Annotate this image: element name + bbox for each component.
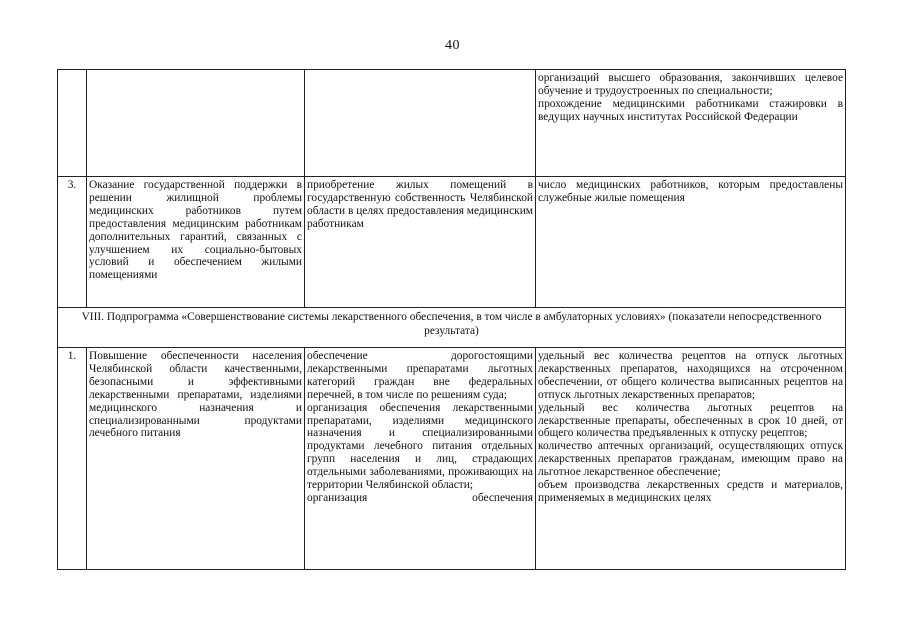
indicators-cell: число медицинских работников, которым предоставлены служебные жилые помещения	[536, 177, 846, 308]
table-row	[58, 348, 846, 570]
indicator-text: организаций высшего образования, закончивших целевое обучение и трудоустроенных по специальности;	[538, 72, 843, 97]
indicator-text: удельный вес количества льготных рецептов на лекарственные препараты, обеспеченных в срок 10 дней, от общего количества предъявленных к отпуску рецептов;	[538, 401, 843, 440]
subprogram-title: VIII. Подпрограмма «Совершенствование системы лекарственного обеспечения, в том числе в амбулаторных условиях» (показатели непосредственного результата)	[58, 308, 846, 348]
indicator-text: удельный вес количества рецептов на отпуск льготных лекарственных препаратов, находящихся на отсроченном обеспечении, от общего количества выписанных рецептов на отпуск льготных лекарственных препаратов;	[538, 350, 843, 401]
row-number: 1.	[58, 348, 87, 570]
measures-cell: приобретение жилых помещений в государственную собственность Челябинской области в целях предоставления медицинским работникам	[305, 177, 536, 308]
task-cell	[87, 70, 305, 177]
measures-cell	[305, 348, 536, 570]
section-header-row	[58, 308, 846, 348]
indicator-text: количество аптечных организаций, осуществляющих отпуск лекарственных препаратов гражданам, имеющим право на льготное лекарственное обеспечение;	[538, 440, 843, 479]
measure-text: обеспечение дорогостоящими лекарственными препаратами льготных категорий граждан вне федеральных перечней, в том числе по решениям суда;	[307, 350, 533, 401]
indicator-text: объем производства лекарственных средств и материалов, применяемых в медицинских целях	[538, 479, 843, 504]
program-table	[57, 69, 846, 570]
measures-cell	[305, 70, 536, 177]
row-number: 3.	[58, 177, 87, 308]
indicators-cell	[536, 70, 846, 177]
page-number: 40	[445, 38, 460, 53]
indicators-cell	[536, 348, 846, 570]
task-cell: Повышение обеспеченности населения Челябинской области качественными, безопасными и эффективными лекарственными препаратами, изделиями медицинского назначения и специализированными продуктами лечебного питания	[87, 348, 305, 570]
measure-text: организация обеспечения лекарственными препаратами, изделиями медицинского назначения и специализированными продуктами лечебного питания отдельных групп населения и лиц, страдающих отдельными заболеваниями, проживающих на территории Челябинской области;	[307, 401, 533, 492]
indicator-text: прохождение медицинскими работниками стажировки в ведущих научных институтах Российской Федерации	[538, 97, 843, 123]
table-row	[58, 177, 846, 308]
table-row-continuation	[58, 70, 846, 177]
task-cell: Оказание государственной поддержки в решении жилищной проблемы медицинских работников путем предоставления медицинским работникам дополнительных гарантий, связанных с улучшением их социально-бытовых условий и обеспечением жилыми помещениями	[87, 177, 305, 308]
row-number	[58, 70, 87, 177]
measure-text: организация обеспечения	[307, 491, 533, 504]
